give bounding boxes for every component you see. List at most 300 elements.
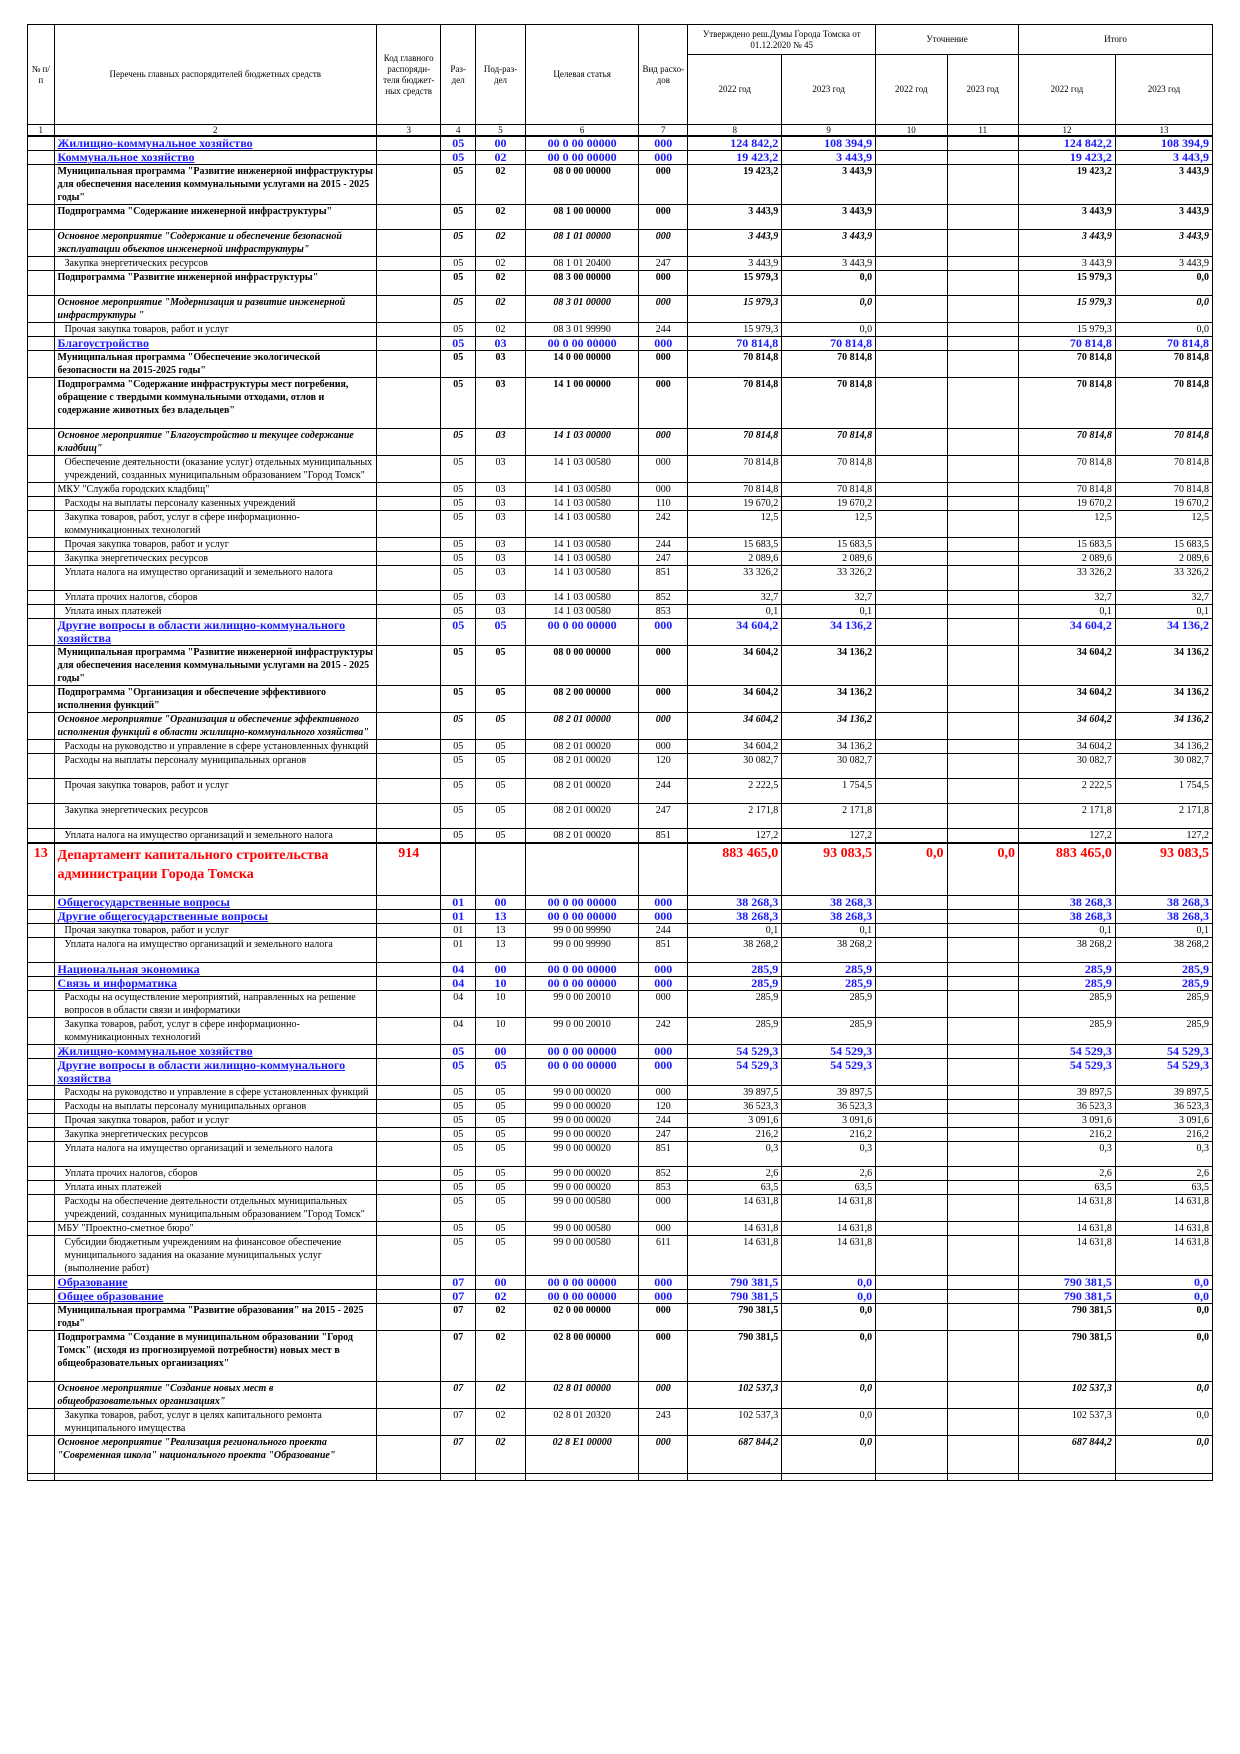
row-total-2023: 38 268,3	[1115, 896, 1212, 910]
row-total-2023: 70 814,8	[1115, 337, 1212, 351]
row-podrazdel: 00	[476, 963, 526, 977]
row-target: 02 0 00 00000	[526, 1304, 639, 1331]
row-approved-2022: 70 814,8	[688, 429, 782, 456]
row-total-2022: 0,1	[1018, 924, 1115, 938]
row-code	[377, 1222, 441, 1236]
row-clarify-2022	[876, 713, 947, 740]
row-num	[28, 1304, 55, 1331]
row-razdel: 05	[441, 1167, 476, 1181]
row-total-2022: 63,5	[1018, 1181, 1115, 1195]
row-total-2022: 0,1	[1018, 605, 1115, 619]
row-target: 14 0 00 00000	[526, 351, 639, 378]
row-approved-2023: 34 136,2	[782, 646, 876, 686]
row-podrazdel: 03	[476, 456, 526, 483]
row-total-2022: 70 814,8	[1018, 483, 1115, 497]
row-vid: 853	[639, 1181, 688, 1195]
row-clarify-2023	[947, 1181, 1018, 1195]
row-num	[28, 1181, 55, 1195]
row-approved-2022: 19 670,2	[688, 497, 782, 511]
row-code	[377, 271, 441, 296]
row-name: Обеспечение деятельности (оказание услуг) отдельных муниципальных учреждений, созданных муниципальным образованием "Город Томск"	[54, 456, 377, 483]
row-clarify-2023	[947, 619, 1018, 646]
row-num	[28, 165, 55, 205]
row-num	[28, 1436, 55, 1474]
row-code	[377, 1276, 441, 1290]
row-clarify-2022	[876, 429, 947, 456]
row-target: 00 0 00 00000	[526, 1290, 639, 1304]
row-num	[28, 779, 55, 804]
row-clarify-2022	[876, 779, 947, 804]
row-razdel: 05	[441, 378, 476, 429]
row-clarify-2023	[947, 591, 1018, 605]
row-approved-2023: 15 683,5	[782, 538, 876, 552]
row-name: Расходы на выплаты персоналу муниципальных органов	[54, 1100, 377, 1114]
row-podrazdel: 03	[476, 429, 526, 456]
row-num	[28, 924, 55, 938]
row-target: 99 0 00 99990	[526, 938, 639, 963]
row-clarify-2023	[947, 1436, 1018, 1474]
row-vid: 120	[639, 1100, 688, 1114]
row-name: Национальная экономика	[54, 963, 377, 977]
row-clarify-2022: 0,0	[876, 843, 947, 896]
row-razdel: 05	[441, 1059, 476, 1086]
empty-cell	[876, 1474, 947, 1481]
row-razdel: 05	[441, 1045, 476, 1059]
row-target: 99 0 00 20010	[526, 991, 639, 1018]
row-name: Закупка энергетических ресурсов	[54, 257, 377, 271]
row-num	[28, 938, 55, 963]
row-name: Общее образование	[54, 1290, 377, 1304]
col-number: 11	[947, 125, 1018, 137]
row-num	[28, 740, 55, 754]
row-name: Основное мероприятие "Модернизация и развитие инженерной инфраструктуры "	[54, 296, 377, 323]
row-clarify-2023	[947, 1222, 1018, 1236]
row-total-2022: 790 381,5	[1018, 1290, 1115, 1304]
row-total-2022: 285,9	[1018, 991, 1115, 1018]
column-number-row	[28, 125, 1213, 137]
row-vid: 000	[639, 963, 688, 977]
row-podrazdel: 05	[476, 619, 526, 646]
row-total-2022: 285,9	[1018, 1018, 1115, 1045]
col-number: 6	[526, 125, 639, 137]
table-row	[28, 1290, 1213, 1304]
row-razdel: 05	[441, 1195, 476, 1222]
row-razdel: 07	[441, 1436, 476, 1474]
row-name: Уплата налога на имущество организаций и земельного налога	[54, 829, 377, 844]
row-approved-2023: 93 083,5	[782, 843, 876, 896]
row-total-2023: 54 529,3	[1115, 1059, 1212, 1086]
row-approved-2023: 70 814,8	[782, 483, 876, 497]
row-clarify-2022	[876, 1195, 947, 1222]
row-clarify-2023	[947, 938, 1018, 963]
row-approved-2023: 3 443,9	[782, 257, 876, 271]
row-total-2022: 14 631,8	[1018, 1195, 1115, 1222]
row-target: 08 1 00 00000	[526, 205, 639, 230]
row-total-2022: 34 604,2	[1018, 646, 1115, 686]
row-approved-2022: 2 089,6	[688, 552, 782, 566]
row-name: Закупка товаров, работ, услуг в сфере информационно-коммуникационных технологий	[54, 511, 377, 538]
row-vid: 000	[639, 1045, 688, 1059]
row-clarify-2023	[947, 337, 1018, 351]
row-vid: 852	[639, 591, 688, 605]
row-razdel: 07	[441, 1304, 476, 1331]
row-clarify-2023	[947, 740, 1018, 754]
row-code	[377, 257, 441, 271]
row-code	[377, 977, 441, 991]
row-total-2022: 70 814,8	[1018, 456, 1115, 483]
row-code	[377, 591, 441, 605]
row-podrazdel: 10	[476, 991, 526, 1018]
row-approved-2023: 0,0	[782, 1382, 876, 1409]
row-code	[377, 1409, 441, 1436]
row-total-2023: 0,0	[1115, 1409, 1212, 1436]
row-clarify-2022	[876, 605, 947, 619]
row-target: 14 1 03 00580	[526, 566, 639, 591]
row-name: Подпрограмма "Организация и обеспечение эффективного исполнения функций"	[54, 686, 377, 713]
table-row	[28, 483, 1213, 497]
row-razdel: 05	[441, 230, 476, 257]
empty-cell	[377, 1474, 441, 1481]
row-total-2022: 19 423,2	[1018, 151, 1115, 165]
empty-cell	[441, 1474, 476, 1481]
table-row	[28, 804, 1213, 829]
row-name: Прочая закупка товаров, работ и услуг	[54, 779, 377, 804]
row-name: Уплата налога на имущество организаций и земельного налога	[54, 1142, 377, 1167]
table-row	[28, 1236, 1213, 1276]
row-clarify-2023	[947, 271, 1018, 296]
row-num	[28, 646, 55, 686]
row-razdel: 05	[441, 605, 476, 619]
row-code	[377, 779, 441, 804]
row-clarify-2023	[947, 1236, 1018, 1276]
row-num	[28, 205, 55, 230]
row-clarify-2022	[876, 230, 947, 257]
row-approved-2023: 0,3	[782, 1142, 876, 1167]
row-razdel: 01	[441, 924, 476, 938]
table-row	[28, 896, 1213, 910]
row-clarify-2023	[947, 1304, 1018, 1331]
row-razdel: 04	[441, 977, 476, 991]
table-row	[28, 924, 1213, 938]
row-total-2022: 216,2	[1018, 1128, 1115, 1142]
row-code	[377, 1100, 441, 1114]
row-clarify-2023	[947, 910, 1018, 924]
row-total-2023: 0,1	[1115, 605, 1212, 619]
row-name: Департамент капитального строительства администрации Города Томска	[54, 843, 377, 896]
row-approved-2022: 15 979,3	[688, 323, 782, 337]
row-clarify-2022	[876, 257, 947, 271]
row-clarify-2022	[876, 977, 947, 991]
row-approved-2023: 14 631,8	[782, 1222, 876, 1236]
row-podrazdel: 13	[476, 924, 526, 938]
row-num	[28, 1114, 55, 1128]
row-approved-2023: 2 089,6	[782, 552, 876, 566]
row-total-2022: 70 814,8	[1018, 429, 1115, 456]
row-code	[377, 378, 441, 429]
row-clarify-2022	[876, 829, 947, 844]
row-clarify-2023	[947, 257, 1018, 271]
row-vid: 120	[639, 754, 688, 779]
row-total-2023: 0,0	[1115, 1382, 1212, 1409]
col-number: 7	[639, 125, 688, 137]
row-total-2022: 2,6	[1018, 1167, 1115, 1181]
row-razdel: 05	[441, 1222, 476, 1236]
row-vid: 000	[639, 205, 688, 230]
row-clarify-2023	[947, 1195, 1018, 1222]
row-num	[28, 429, 55, 456]
header-podrazdel: Под-раз-дел	[476, 25, 526, 125]
row-total-2023: 0,1	[1115, 924, 1212, 938]
row-razdel: 05	[441, 296, 476, 323]
row-target: 14 1 03 00580	[526, 497, 639, 511]
row-code	[377, 151, 441, 165]
row-name: Расходы на выплаты персоналу муниципальных органов	[54, 754, 377, 779]
row-approved-2023: 0,0	[782, 1409, 876, 1436]
row-clarify-2022	[876, 740, 947, 754]
table-row	[28, 1195, 1213, 1222]
row-vid: 247	[639, 257, 688, 271]
row-approved-2022: 12,5	[688, 511, 782, 538]
row-approved-2023: 2,6	[782, 1167, 876, 1181]
row-total-2023: 0,0	[1115, 1331, 1212, 1382]
row-podrazdel: 10	[476, 977, 526, 991]
row-total-2022: 3 443,9	[1018, 257, 1115, 271]
row-approved-2023: 70 814,8	[782, 351, 876, 378]
row-total-2023: 70 814,8	[1115, 483, 1212, 497]
row-target: 00 0 00 00000	[526, 1059, 639, 1086]
row-name: Уплата налога на имущество организаций и земельного налога	[54, 566, 377, 591]
row-target: 99 0 00 00020	[526, 1181, 639, 1195]
row-name: Расходы на осуществление мероприятий, направленных на решение вопросов в области связи и информатики	[54, 991, 377, 1018]
row-podrazdel: 05	[476, 1100, 526, 1114]
row-total-2022: 3 443,9	[1018, 230, 1115, 257]
row-target: 08 2 01 00020	[526, 804, 639, 829]
row-code	[377, 538, 441, 552]
row-name: Расходы на выплаты персоналу казенных учреждений	[54, 497, 377, 511]
table-row	[28, 538, 1213, 552]
row-approved-2022: 2 171,8	[688, 804, 782, 829]
table-row	[28, 151, 1213, 165]
row-vid: 000	[639, 1290, 688, 1304]
row-target: 99 0 00 00020	[526, 1128, 639, 1142]
table-row	[28, 1100, 1213, 1114]
row-code	[377, 323, 441, 337]
budget-table	[27, 24, 1213, 1481]
row-approved-2022: 33 326,2	[688, 566, 782, 591]
row-clarify-2023	[947, 1018, 1018, 1045]
row-num	[28, 991, 55, 1018]
row-approved-2023: 36 523,3	[782, 1100, 876, 1114]
row-clarify-2022	[876, 938, 947, 963]
row-clarify-2023	[947, 1167, 1018, 1181]
row-total-2022: 15 979,3	[1018, 296, 1115, 323]
row-total-2023: 34 136,2	[1115, 740, 1212, 754]
row-approved-2022: 0,1	[688, 924, 782, 938]
table-row	[28, 754, 1213, 779]
row-name: Субсидии бюджетным учреждениям на финансовое обеспечение муниципального задания на оказание муниципальных услуг (выполнение работ)	[54, 1236, 377, 1276]
row-clarify-2023	[947, 1382, 1018, 1409]
row-vid: 000	[639, 896, 688, 910]
empty-cell	[1115, 1474, 1212, 1481]
row-code	[377, 456, 441, 483]
row-razdel: 01	[441, 910, 476, 924]
row-podrazdel: 05	[476, 740, 526, 754]
header-year-2023: 2023 год	[782, 55, 876, 125]
header-name: Перечень главных распорядителей бюджетных средств	[54, 25, 377, 125]
row-clarify-2022	[876, 351, 947, 378]
row-num	[28, 977, 55, 991]
row-podrazdel: 05	[476, 646, 526, 686]
row-clarify-2022	[876, 1086, 947, 1100]
row-code	[377, 205, 441, 230]
row-num	[28, 483, 55, 497]
row-total-2023: 70 814,8	[1115, 378, 1212, 429]
row-code	[377, 804, 441, 829]
row-total-2022: 19 423,2	[1018, 165, 1115, 205]
row-name: Основное мероприятие "Содержание и обеспечение безопасной эксплуатации объектов инженерной инфраструктуры"	[54, 230, 377, 257]
row-target: 08 3 00 00000	[526, 271, 639, 296]
row-total-2022: 2 222,5	[1018, 779, 1115, 804]
row-code	[377, 1382, 441, 1409]
row-num	[28, 1142, 55, 1167]
row-podrazdel: 05	[476, 1181, 526, 1195]
table-row	[28, 1181, 1213, 1195]
row-podrazdel: 05	[476, 1114, 526, 1128]
row-code	[377, 483, 441, 497]
row-num	[28, 337, 55, 351]
row-vid	[639, 843, 688, 896]
row-approved-2023: 38 268,3	[782, 896, 876, 910]
row-num	[28, 1195, 55, 1222]
row-approved-2023: 0,0	[782, 271, 876, 296]
row-clarify-2023	[947, 646, 1018, 686]
table-row	[28, 1304, 1213, 1331]
row-podrazdel: 02	[476, 1304, 526, 1331]
row-clarify-2022	[876, 136, 947, 151]
row-approved-2023: 54 529,3	[782, 1045, 876, 1059]
row-num	[28, 1059, 55, 1086]
row-num	[28, 1276, 55, 1290]
row-razdel: 05	[441, 456, 476, 483]
col-number: 2	[54, 125, 377, 137]
row-podrazdel: 03	[476, 552, 526, 566]
row-approved-2023: 3 443,9	[782, 230, 876, 257]
row-total-2023: 38 268,2	[1115, 938, 1212, 963]
header-vid: Вид расхо-дов	[639, 25, 688, 125]
row-vid: 611	[639, 1236, 688, 1276]
row-clarify-2023	[947, 151, 1018, 165]
row-clarify-2022	[876, 1100, 947, 1114]
row-total-2022: 33 326,2	[1018, 566, 1115, 591]
row-name: Другие вопросы в области жилищно-коммунального хозяйства	[54, 1059, 377, 1086]
row-code	[377, 1290, 441, 1304]
row-code	[377, 1114, 441, 1128]
row-podrazdel: 03	[476, 566, 526, 591]
row-podrazdel: 03	[476, 605, 526, 619]
row-razdel: 05	[441, 804, 476, 829]
row-total-2023: 34 136,2	[1115, 686, 1212, 713]
row-clarify-2023: 0,0	[947, 843, 1018, 896]
row-approved-2022: 54 529,3	[688, 1045, 782, 1059]
row-total-2022: 15 979,3	[1018, 271, 1115, 296]
table-row-empty	[28, 1474, 1213, 1481]
row-vid: 000	[639, 337, 688, 351]
row-code	[377, 1304, 441, 1331]
row-num	[28, 566, 55, 591]
empty-cell	[1018, 1474, 1115, 1481]
row-approved-2023: 30 082,7	[782, 754, 876, 779]
row-clarify-2022	[876, 1142, 947, 1167]
row-razdel: 05	[441, 205, 476, 230]
row-razdel: 05	[441, 337, 476, 351]
row-total-2023: 54 529,3	[1115, 1045, 1212, 1059]
col-number: 1	[28, 125, 55, 137]
row-podrazdel: 02	[476, 296, 526, 323]
row-clarify-2022	[876, 205, 947, 230]
row-clarify-2023	[947, 1276, 1018, 1290]
row-target: 08 2 01 00000	[526, 713, 639, 740]
table-row	[28, 646, 1213, 686]
row-target: 99 0 00 00020	[526, 1086, 639, 1100]
row-total-2022: 70 814,8	[1018, 351, 1115, 378]
row-code	[377, 165, 441, 205]
row-total-2023: 3 443,9	[1115, 151, 1212, 165]
row-clarify-2023	[947, 1045, 1018, 1059]
row-vid: 000	[639, 740, 688, 754]
row-approved-2022: 54 529,3	[688, 1059, 782, 1086]
row-vid: 242	[639, 1018, 688, 1045]
row-total-2022: 34 604,2	[1018, 686, 1115, 713]
row-target: 02 8 01 00000	[526, 1382, 639, 1409]
row-clarify-2023	[947, 1100, 1018, 1114]
row-vid: 000	[639, 1086, 688, 1100]
row-approved-2022: 285,9	[688, 977, 782, 991]
row-num	[28, 591, 55, 605]
row-razdel: 05	[441, 591, 476, 605]
row-num	[28, 378, 55, 429]
row-podrazdel: 00	[476, 896, 526, 910]
row-clarify-2022	[876, 1222, 947, 1236]
row-name: МКУ "Служба городских кладбищ"	[54, 483, 377, 497]
row-approved-2023: 0,0	[782, 323, 876, 337]
row-approved-2023: 285,9	[782, 963, 876, 977]
row-clarify-2023	[947, 1142, 1018, 1167]
row-approved-2022: 3 443,9	[688, 230, 782, 257]
table-row	[28, 1086, 1213, 1100]
table-row	[28, 456, 1213, 483]
row-approved-2022: 3 091,6	[688, 1114, 782, 1128]
row-approved-2023: 34 136,2	[782, 740, 876, 754]
row-vid: 851	[639, 1142, 688, 1167]
row-clarify-2023	[947, 1128, 1018, 1142]
col-number: 3	[377, 125, 441, 137]
row-name: Закупка энергетических ресурсов	[54, 1128, 377, 1142]
row-name: Уплата прочих налогов, сборов	[54, 1167, 377, 1181]
header-year-2022: 2022 год	[876, 55, 947, 125]
row-name: Жилищно-коммунальное хозяйство	[54, 1045, 377, 1059]
row-code	[377, 619, 441, 646]
row-podrazdel: 02	[476, 151, 526, 165]
col-number: 4	[441, 125, 476, 137]
row-approved-2022: 34 604,2	[688, 740, 782, 754]
row-target: 08 2 01 00020	[526, 740, 639, 754]
row-razdel: 05	[441, 323, 476, 337]
row-total-2023: 285,9	[1115, 977, 1212, 991]
row-target: 08 0 00 00000	[526, 646, 639, 686]
row-razdel: 05	[441, 271, 476, 296]
row-approved-2023: 1 754,5	[782, 779, 876, 804]
row-podrazdel: 03	[476, 538, 526, 552]
